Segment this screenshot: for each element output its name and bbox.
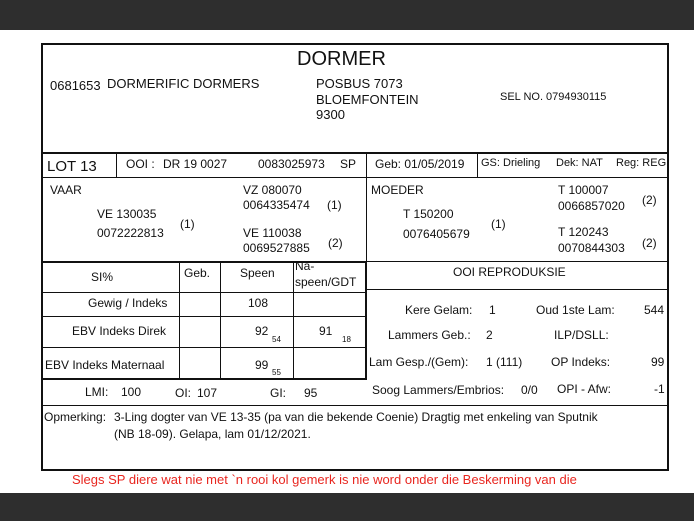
sel-no: SEL NO. 0794930115: [500, 91, 607, 103]
lammers-value: 2: [486, 328, 493, 342]
t2-number: 0070844303: [558, 241, 625, 255]
oud-label: Oud 1ste Lam:: [536, 303, 615, 317]
si-header: SI%: [91, 270, 114, 284]
lam-gesp-value: 1 (111): [486, 355, 523, 369]
vaar-number: 0072222813: [97, 226, 164, 240]
row-direk-naspeen: 91: [319, 324, 333, 338]
row-maternaal-speen: 99: [255, 358, 269, 372]
address-line2: BLOEMFONTEIN: [316, 92, 419, 107]
oud-value: 544: [644, 303, 665, 317]
registration: Reg: REG: [616, 157, 667, 169]
opi-value: -1: [654, 382, 665, 396]
bottom-bar: [0, 493, 694, 521]
row-direk-speen: 92: [255, 324, 269, 338]
moeder-id: T 150200: [403, 207, 454, 221]
row-maternaal-speen-acc: 55: [272, 368, 281, 377]
lmi-label: LMI:: [85, 385, 109, 399]
protection-notice: Slegs SP diere wat nie met `n rooi kol gemerk is nie word onder die Beskerming van die: [72, 472, 577, 487]
lam-gesp-label: Lam Gesp./(Gem):: [369, 355, 469, 369]
birth-status: GS: Drieling: [481, 157, 541, 169]
oi-label: OI:: [175, 386, 192, 400]
birth-date: Geb: 01/05/2019: [375, 157, 465, 171]
kere-label: Kere Gelam:: [405, 303, 473, 317]
vz-number: 0064335474: [243, 198, 310, 212]
moeder-mark: (1): [491, 217, 506, 231]
lammers-label: Lammers Geb.:: [388, 328, 471, 342]
vaar-mark: (1): [180, 217, 195, 231]
t2-mark: (2): [642, 236, 657, 250]
ve-number: 0069527885: [243, 241, 310, 255]
row-gewig-label: Gewig / Indeks: [88, 296, 168, 310]
row-direk-label: EBV Indeks Direk: [72, 324, 167, 338]
ooi-id: DR 19 0027: [163, 157, 228, 171]
dek-type: Dek: NAT: [556, 157, 603, 169]
ooi-status: SP: [340, 157, 357, 171]
t2-id: T 120243: [558, 225, 609, 239]
moeder-label: MOEDER: [371, 183, 424, 197]
breeder-name: DORMERIFIC DORMERS: [107, 76, 260, 91]
geb-header: Geb.: [184, 266, 211, 280]
naspeen-header-2: speen/GDT: [295, 275, 357, 289]
breed-title: DORMER: [297, 48, 386, 70]
op-label: OP Indeks:: [551, 355, 611, 369]
moeder-number: 0076405679: [403, 227, 470, 241]
sale-catalogue-card: [41, 43, 669, 471]
opi-label: OPI - Afw:: [557, 382, 612, 396]
naspeen-header-1: Na-: [295, 259, 315, 273]
t1-id: T 100007: [558, 183, 609, 197]
ooi-label: OOI :: [126, 157, 155, 171]
address-line3: 9300: [316, 107, 345, 122]
remarks-line1: 3-Ling dogter van VE 13-35 (pa van die bekende Coenie) Dragtig met enkeling van Sputnik: [114, 410, 598, 424]
vaar-label: VAAR: [50, 183, 82, 197]
speen-header: Speen: [240, 266, 275, 280]
ve-mark: (2): [328, 236, 343, 250]
soog-value: 0/0: [521, 383, 538, 397]
gi-label: GI:: [270, 386, 287, 400]
vaar-id: VE 130035: [97, 207, 157, 221]
remarks-label: Opmerking:: [44, 410, 107, 424]
gi-value: 95: [304, 386, 318, 400]
soog-label: Soog Lammers/Embrios:: [372, 383, 505, 397]
breeder-id: 0681653: [50, 78, 101, 93]
ve-id: VE 110038: [243, 226, 302, 240]
vz-mark: (1): [327, 198, 342, 212]
ooi-number: 0083025973: [258, 157, 325, 171]
repro-title: OOI REPRODUKSIE: [453, 265, 566, 279]
row-direk-naspeen-acc: 18: [342, 335, 351, 344]
top-bar: [0, 0, 694, 30]
t1-mark: (2): [642, 193, 657, 207]
oi-value: 107: [197, 386, 218, 400]
row-gewig-speen: 108: [248, 296, 269, 310]
vz-id: VZ 080070: [243, 183, 302, 197]
lot-number: LOT 13: [47, 158, 97, 175]
op-value: 99: [651, 355, 665, 369]
lmi-value: 100: [121, 385, 142, 399]
remarks-line2: (NB 18-09). Gelapa, lam 01/12/2021.: [114, 427, 311, 441]
row-direk-speen-acc: 54: [272, 335, 281, 344]
address-line1: POSBUS 7073: [316, 76, 403, 91]
t1-number: 0066857020: [558, 199, 625, 213]
row-maternaal-label: EBV Indeks Maternaal: [45, 358, 165, 372]
kere-value: 1: [489, 303, 496, 317]
ilp-label: ILP/DSLL:: [554, 328, 609, 342]
